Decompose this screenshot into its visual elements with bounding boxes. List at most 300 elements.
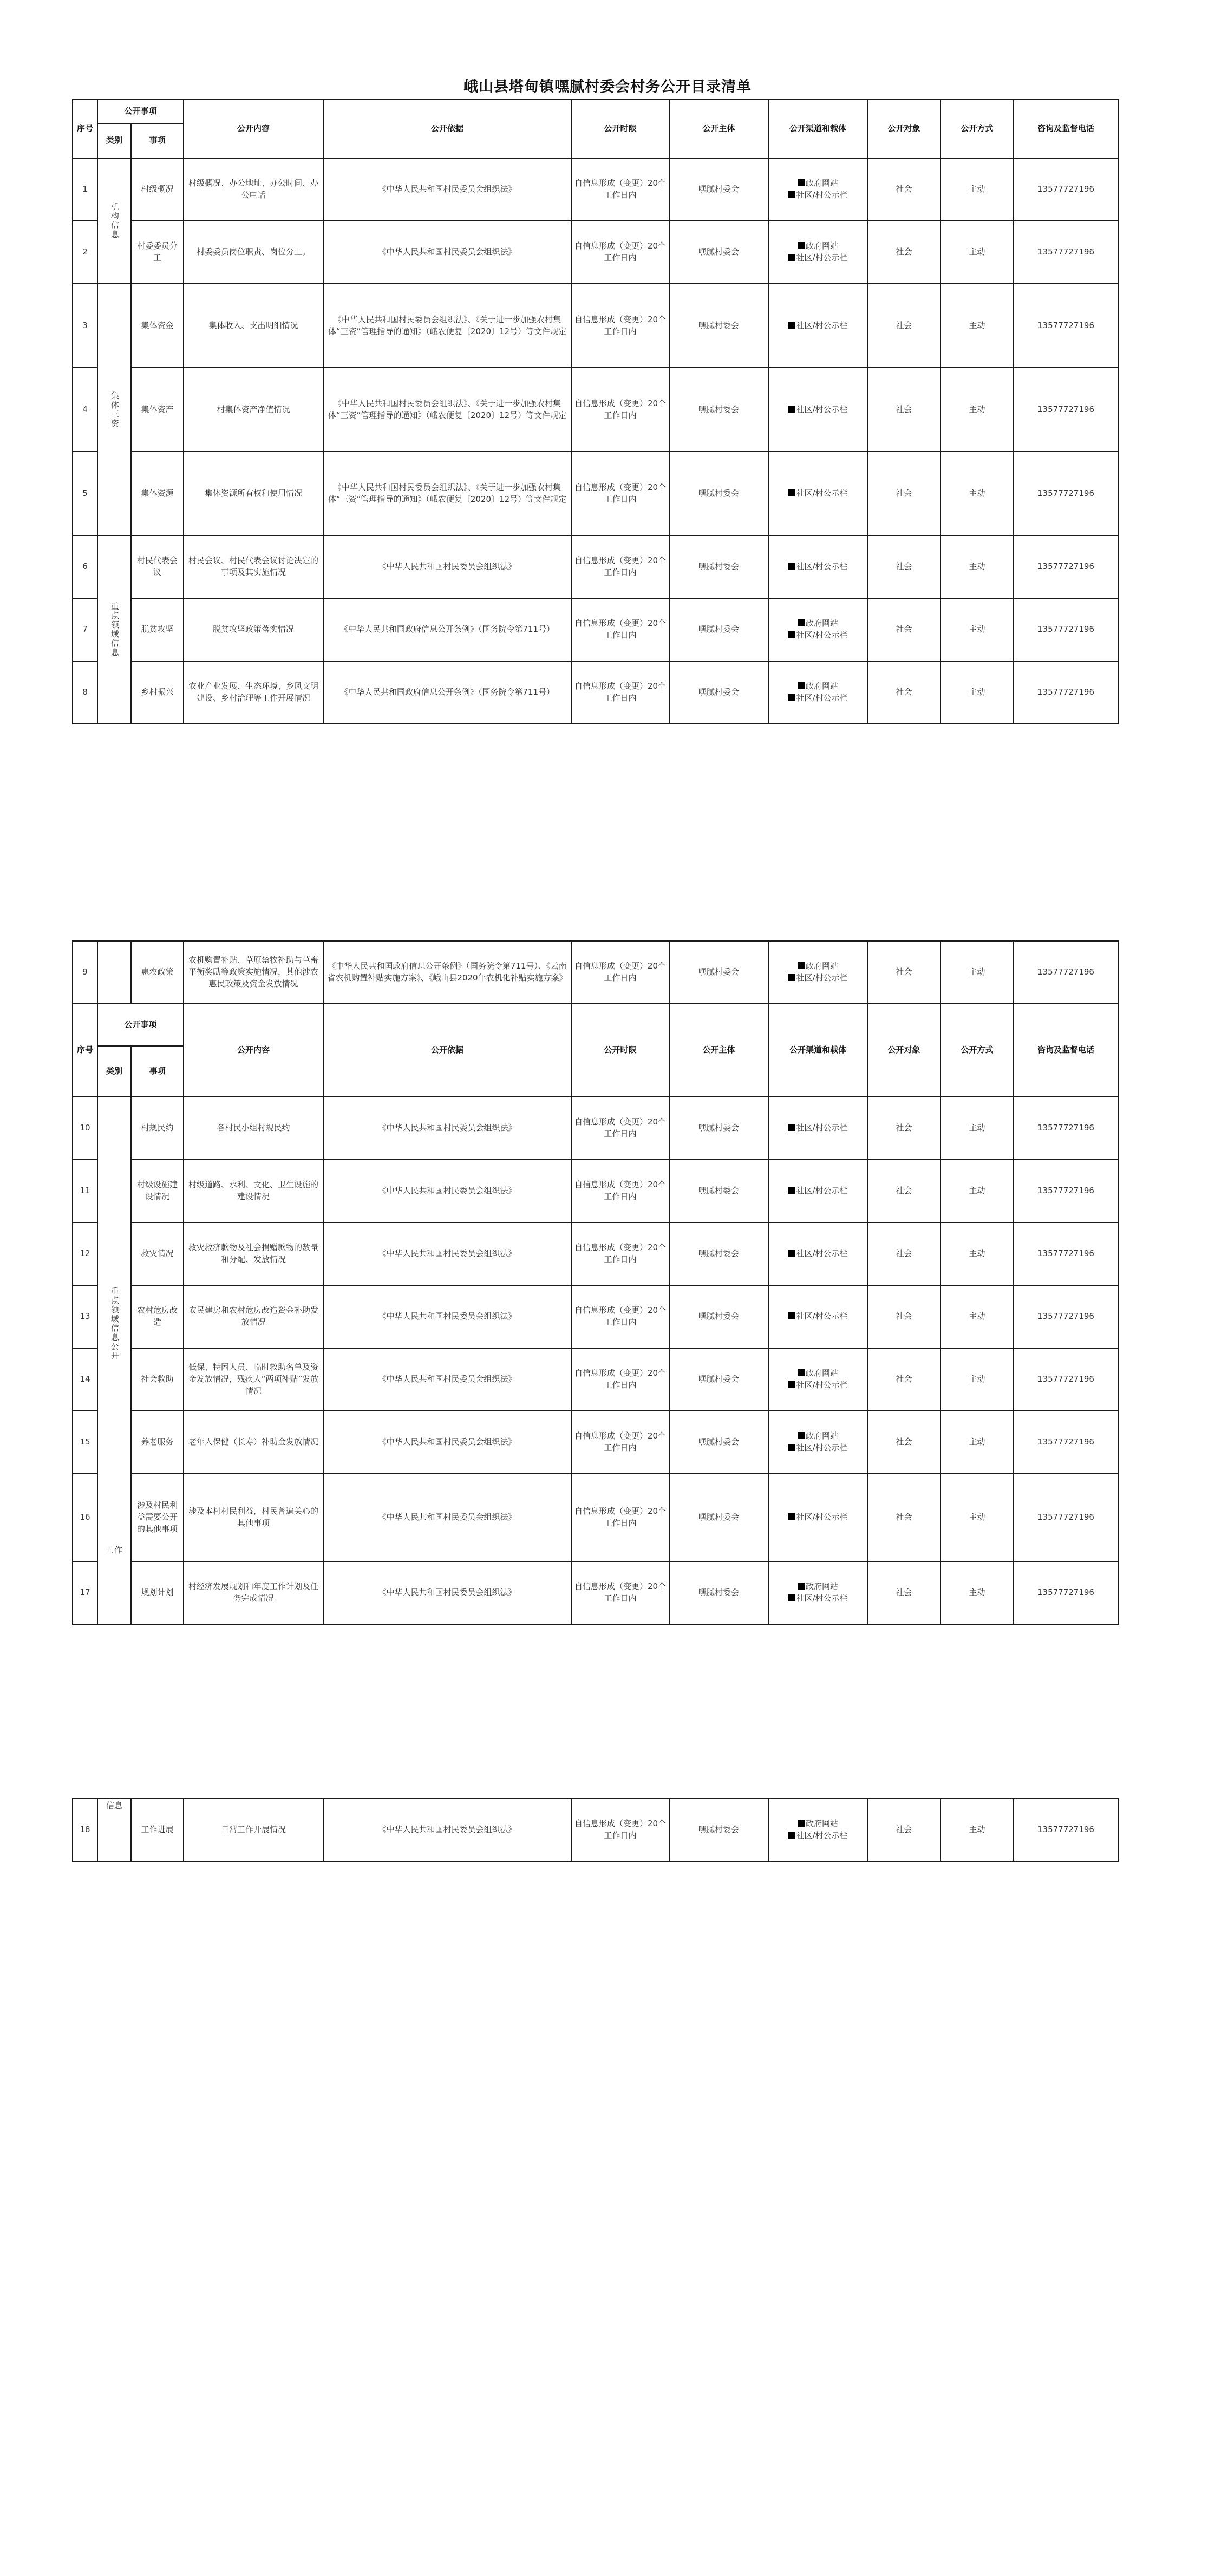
target-cell: 社会 bbox=[867, 535, 940, 598]
row-number: 14 bbox=[73, 1348, 97, 1411]
basis-cell: 《中华人民共和国村民委员会组织法》 bbox=[323, 1411, 571, 1474]
basis-cell: 《中华人民共和国村民委员会组织法》 bbox=[323, 1285, 571, 1348]
checkbox-marker-icon bbox=[788, 406, 795, 413]
subject-cell: 嘿腻村委会 bbox=[669, 1348, 768, 1411]
time-cell: 自信息形成（变更）20个工作日内 bbox=[571, 452, 669, 535]
checkbox-marker-icon bbox=[788, 254, 795, 261]
phone-cell: 13577727196 bbox=[1014, 535, 1118, 598]
phone-cell: 13577727196 bbox=[1014, 1411, 1118, 1474]
item-cell: 农村危房改造 bbox=[131, 1285, 184, 1348]
table-row bbox=[73, 1285, 1118, 1348]
phone-cell: 13577727196 bbox=[1014, 1222, 1118, 1285]
channel-label: 政府网站 bbox=[805, 1581, 838, 1592]
item-cell: 乡村振兴 bbox=[131, 661, 184, 724]
item-cell: 规划计划 bbox=[131, 1561, 184, 1624]
content-cell: 村委委员岗位职责、岗位分工。 bbox=[184, 221, 323, 284]
channel-entry bbox=[771, 1122, 865, 1134]
subject-cell: 嘿腻村委会 bbox=[669, 1285, 768, 1348]
table-section-1 bbox=[72, 99, 1119, 724]
channel-cell bbox=[768, 1285, 867, 1348]
item-cell: 村委委员分工 bbox=[131, 221, 184, 284]
subject-cell: 嘿腻村委会 bbox=[669, 284, 768, 368]
method-cell: 主动 bbox=[940, 1799, 1014, 1861]
channel-cell bbox=[768, 1561, 867, 1624]
target-cell: 社会 bbox=[867, 1348, 940, 1411]
subject-cell: 嘿腻村委会 bbox=[669, 535, 768, 598]
header-content: 公开内容 bbox=[184, 100, 323, 158]
checkbox-marker-icon bbox=[788, 563, 795, 570]
table-row bbox=[73, 1160, 1118, 1222]
basis-cell: 《中华人民共和国村民委员会组织法》 bbox=[323, 1160, 571, 1222]
checkbox-marker-icon bbox=[798, 179, 805, 186]
table-row bbox=[73, 284, 1118, 368]
channel-label: 政府网站 bbox=[805, 1368, 838, 1378]
target-cell: 社会 bbox=[867, 221, 940, 284]
checkbox-marker-icon bbox=[788, 489, 795, 496]
item-cell: 集体资金 bbox=[131, 284, 184, 368]
time-cell: 自信息形成（变更）20个工作日内 bbox=[571, 284, 669, 368]
channel-label: 政府网站 bbox=[806, 241, 839, 251]
channel-label: 社区/村公示栏 bbox=[796, 561, 848, 572]
basis-cell: 《中华人民共和国政府信息公开条例》（国务院令第711号） bbox=[323, 598, 571, 661]
method-cell: 主动 bbox=[940, 452, 1014, 535]
content-cell: 村民会议、村民代表会议讨论决定的事项及其实施情况 bbox=[184, 535, 323, 598]
phone-cell: 13577727196 bbox=[1014, 368, 1118, 452]
header-category: 类别 bbox=[97, 1046, 131, 1097]
row-number: 10 bbox=[73, 1097, 97, 1160]
channel-entry bbox=[771, 1581, 865, 1593]
channel-entry bbox=[771, 404, 865, 416]
phone-cell: 13577727196 bbox=[1014, 941, 1118, 1004]
time-cell: 自信息形成（变更）20个工作日内 bbox=[571, 1285, 669, 1348]
channel-label: 政府网站 bbox=[806, 681, 839, 691]
header-category: 类别 bbox=[97, 123, 131, 158]
header-item: 事项 bbox=[131, 123, 184, 158]
checkbox-marker-icon bbox=[798, 682, 805, 689]
method-cell: 主动 bbox=[940, 1222, 1014, 1285]
header-group: 公开事项 bbox=[97, 1004, 184, 1046]
row-number: 2 bbox=[73, 221, 97, 284]
item-cell: 脱贫攻坚 bbox=[131, 598, 184, 661]
target-cell: 社会 bbox=[867, 158, 940, 221]
content-cell: 村集体资产净值情况 bbox=[184, 368, 323, 452]
phone-cell: 13577727196 bbox=[1014, 661, 1118, 724]
table-row bbox=[73, 1411, 1118, 1474]
channel-entry bbox=[771, 1248, 865, 1260]
channel-entry bbox=[771, 1379, 865, 1391]
table-row bbox=[73, 1222, 1118, 1285]
table-row bbox=[73, 1474, 1118, 1561]
channel-label: 社区/村公示栏 bbox=[796, 630, 848, 640]
basis-cell: 《中华人民共和国村民委员会组织法》 bbox=[323, 1474, 571, 1561]
row-number: 4 bbox=[73, 368, 97, 452]
content-cell: 村级道路、水利、文化、卫生设施的建设情况 bbox=[184, 1160, 323, 1222]
basis-cell: 《中华人民共和国村民委员会组织法》 bbox=[323, 1561, 571, 1624]
checkbox-marker-icon bbox=[788, 1513, 795, 1520]
channel-label: 政府网站 bbox=[805, 961, 838, 971]
time-cell: 自信息形成（变更）20个工作日内 bbox=[571, 158, 669, 221]
method-cell: 主动 bbox=[940, 1561, 1014, 1624]
checkbox-marker-icon bbox=[788, 1381, 795, 1388]
channel-entry bbox=[771, 1185, 865, 1197]
category-cell: 重点领域信息 bbox=[97, 535, 131, 724]
category-cell: 集体三资 bbox=[97, 284, 131, 535]
channel-cell bbox=[768, 158, 867, 221]
time-cell: 自信息形成（变更）20个工作日内 bbox=[571, 1411, 669, 1474]
header-basis: 公开依据 bbox=[323, 1004, 571, 1097]
basis-cell: 《中华人民共和国政府信息公开条例》（国务院令第711号）、《云南省农机购置补贴实施方案》、《峨山县2020年农机化补贴实施方案》 bbox=[323, 941, 571, 1004]
subject-cell: 嘿腻村委会 bbox=[669, 452, 768, 535]
subject-cell: 嘿腻村委会 bbox=[669, 1561, 768, 1624]
channel-entry bbox=[771, 178, 865, 189]
method-cell: 主动 bbox=[940, 1285, 1014, 1348]
checkbox-marker-icon bbox=[788, 631, 795, 638]
channel-label: 政府网站 bbox=[806, 618, 839, 629]
checkbox-marker-icon bbox=[798, 1820, 805, 1827]
content-cell: 村经济发展规划和年度工作计划及任务完成情况 bbox=[184, 1561, 323, 1624]
phone-cell: 13577727196 bbox=[1014, 1799, 1118, 1861]
phone-cell: 13577727196 bbox=[1014, 1097, 1118, 1160]
header-channel: 公开渠道和载体 bbox=[768, 100, 867, 158]
target-cell: 社会 bbox=[867, 1561, 940, 1624]
row-number: 7 bbox=[73, 598, 97, 661]
channel-entry bbox=[771, 1593, 865, 1605]
basis-cell: 《中华人民共和国村民委员会组织法》、《关于进一步加强农村集体“三资”管理指导的通知》（峨农便复〔2020〕12号）等文件规定 bbox=[323, 284, 571, 368]
method-cell: 主动 bbox=[940, 1411, 1014, 1474]
time-cell: 自信息形成（变更）20个工作日内 bbox=[571, 1097, 669, 1160]
category-label: 信息 bbox=[106, 1801, 122, 1810]
channel-cell bbox=[768, 368, 867, 452]
channel-label: 社区/村公示栏 bbox=[796, 404, 848, 414]
subject-cell: 嘿腻村委会 bbox=[669, 941, 768, 1004]
header-target: 公开对象 bbox=[867, 1004, 940, 1097]
content-cell: 各村民小组村规民约 bbox=[184, 1097, 323, 1160]
channel-cell bbox=[768, 1097, 867, 1160]
item-cell: 村规民约 bbox=[131, 1097, 184, 1160]
header-method: 公开方式 bbox=[940, 100, 1014, 158]
table-row bbox=[73, 598, 1118, 661]
subject-cell: 嘿腻村委会 bbox=[669, 368, 768, 452]
time-cell: 自信息形成（变更）20个工作日内 bbox=[571, 1222, 669, 1285]
item-cell: 集体资源 bbox=[131, 452, 184, 535]
subject-cell: 嘿腻村委会 bbox=[669, 1160, 768, 1222]
channel-label: 政府网站 bbox=[806, 178, 839, 188]
phone-cell: 13577727196 bbox=[1014, 284, 1118, 368]
channel-label: 政府网站 bbox=[805, 1431, 838, 1441]
header-time: 公开时限 bbox=[571, 100, 669, 158]
channel-cell bbox=[768, 1348, 867, 1411]
phone-cell: 13577727196 bbox=[1014, 1561, 1118, 1624]
row-number: 11 bbox=[73, 1160, 97, 1222]
channel-cell bbox=[768, 452, 867, 535]
row-number: 15 bbox=[73, 1411, 97, 1474]
table-row bbox=[73, 941, 1118, 1004]
header-seq: 序号 bbox=[73, 100, 97, 158]
time-cell: 自信息形成（变更）20个工作日内 bbox=[571, 535, 669, 598]
channel-entry bbox=[771, 189, 865, 201]
item-cell: 集体资产 bbox=[131, 368, 184, 452]
checkbox-marker-icon bbox=[788, 1187, 795, 1194]
header-channel: 公开渠道和载体 bbox=[768, 1004, 867, 1097]
time-cell: 自信息形成（变更）20个工作日内 bbox=[571, 1474, 669, 1561]
method-cell: 主动 bbox=[940, 158, 1014, 221]
channel-entry bbox=[771, 320, 865, 332]
target-cell: 社会 bbox=[867, 1160, 940, 1222]
target-cell: 社会 bbox=[867, 941, 940, 1004]
target-cell: 社会 bbox=[867, 661, 940, 724]
channel-entry bbox=[771, 1368, 865, 1379]
content-cell: 村级概况、办公地址、办公时间、办公电话 bbox=[184, 158, 323, 221]
subject-cell: 嘿腻村委会 bbox=[669, 1474, 768, 1561]
content-cell: 涉及本村村民利益，村民普遍关心的其他事项 bbox=[184, 1474, 323, 1561]
channel-label: 社区/村公示栏 bbox=[796, 253, 848, 263]
basis-cell: 《中华人民共和国村民委员会组织法》、《关于进一步加强农村集体“三资”管理指导的通知》（峨农便复〔2020〕12号）等文件规定 bbox=[323, 368, 571, 452]
content-cell: 老年人保健（长寿）补助金发放情况 bbox=[184, 1411, 323, 1474]
category-label: 重点领域信息公开 bbox=[109, 1287, 120, 1361]
method-cell: 主动 bbox=[940, 535, 1014, 598]
channel-entry bbox=[771, 561, 865, 573]
checkbox-marker-icon bbox=[798, 619, 805, 626]
table-row bbox=[73, 158, 1118, 221]
subject-cell: 嘿腻村委会 bbox=[669, 221, 768, 284]
header-seq: 序号 bbox=[73, 1004, 97, 1097]
checkbox-marker-icon bbox=[798, 242, 805, 249]
table-row bbox=[73, 452, 1118, 535]
header-subject: 公开主体 bbox=[669, 100, 768, 158]
checkbox-marker-icon bbox=[798, 1432, 805, 1439]
basis-cell: 《中华人民共和国村民委员会组织法》 bbox=[323, 158, 571, 221]
phone-cell: 13577727196 bbox=[1014, 1160, 1118, 1222]
basis-cell: 《中华人民共和国村民委员会组织法》 bbox=[323, 1097, 571, 1160]
header-row bbox=[73, 100, 1118, 123]
table-section-3 bbox=[72, 1798, 1119, 1862]
time-cell: 自信息形成（变更）20个工作日内 bbox=[571, 1799, 669, 1861]
channel-label: 社区/村公示栏 bbox=[796, 1311, 848, 1322]
channel-cell bbox=[768, 1411, 867, 1474]
item-cell: 社会救助 bbox=[131, 1348, 184, 1411]
header-basis: 公开依据 bbox=[323, 100, 571, 158]
phone-cell: 13577727196 bbox=[1014, 452, 1118, 535]
channel-entry bbox=[771, 1442, 865, 1454]
subject-cell: 嘿腻村委会 bbox=[669, 158, 768, 221]
header-content: 公开内容 bbox=[184, 1004, 323, 1097]
checkbox-marker-icon bbox=[788, 694, 795, 701]
table-section-2 bbox=[72, 940, 1119, 1625]
basis-cell: 《中华人民共和国村民委员会组织法》 bbox=[323, 1222, 571, 1285]
checkbox-marker-icon bbox=[798, 1369, 805, 1376]
checkbox-marker-icon bbox=[788, 1124, 795, 1131]
method-cell: 主动 bbox=[940, 368, 1014, 452]
time-cell: 自信息形成（变更）20个工作日内 bbox=[571, 661, 669, 724]
category-cell bbox=[97, 941, 131, 1004]
channel-label: 社区/村公示栏 bbox=[796, 693, 848, 703]
table-row bbox=[73, 1561, 1118, 1624]
channel-cell bbox=[768, 1222, 867, 1285]
channel-label: 社区/村公示栏 bbox=[796, 190, 848, 200]
content-cell: 脱贫攻坚政策落实情况 bbox=[184, 598, 323, 661]
item-cell: 惠农政策 bbox=[131, 941, 184, 1004]
channel-cell bbox=[768, 284, 867, 368]
method-cell: 主动 bbox=[940, 221, 1014, 284]
target-cell: 社会 bbox=[867, 1411, 940, 1474]
time-cell: 自信息形成（变更）20个工作日内 bbox=[571, 1160, 669, 1222]
time-cell: 自信息形成（变更）20个工作日内 bbox=[571, 1348, 669, 1411]
content-cell: 低保、特困人员、临时救助名单及资金发放情况，残疾人“两项补贴”发放情况 bbox=[184, 1348, 323, 1411]
channel-label: 社区/村公示栏 bbox=[796, 973, 848, 983]
channel-label: 社区/村公示栏 bbox=[796, 320, 848, 330]
content-cell: 农民建房和农村危房改造资金补助发放情况 bbox=[184, 1285, 323, 1348]
item-cell: 村级概况 bbox=[131, 158, 184, 221]
table-row bbox=[73, 1348, 1118, 1411]
channel-label: 社区/村公示栏 bbox=[796, 1123, 848, 1133]
channel-cell bbox=[768, 1799, 867, 1861]
basis-cell: 《中华人民共和国村民委员会组织法》、《关于进一步加强农村集体“三资”管理指导的通知》（峨农便复〔2020〕12号）等文件规定 bbox=[323, 452, 571, 535]
phone-cell: 13577727196 bbox=[1014, 1348, 1118, 1411]
item-cell: 村民代表会议 bbox=[131, 535, 184, 598]
phone-cell: 13577727196 bbox=[1014, 598, 1118, 661]
target-cell: 社会 bbox=[867, 1285, 940, 1348]
basis-cell: 《中华人民共和国村民委员会组织法》 bbox=[323, 1799, 571, 1861]
channel-label: 社区/村公示栏 bbox=[796, 1186, 848, 1196]
channel-label: 社区/村公示栏 bbox=[796, 1380, 848, 1390]
method-cell: 主动 bbox=[940, 661, 1014, 724]
checkbox-marker-icon bbox=[788, 1594, 795, 1601]
phone-cell: 13577727196 bbox=[1014, 221, 1118, 284]
target-cell: 社会 bbox=[867, 1097, 940, 1160]
table-row bbox=[73, 1097, 1118, 1160]
table-row bbox=[73, 368, 1118, 452]
row-number: 17 bbox=[73, 1561, 97, 1624]
checkbox-marker-icon bbox=[788, 322, 795, 329]
row-number: 3 bbox=[73, 284, 97, 368]
item-cell: 养老服务 bbox=[131, 1411, 184, 1474]
row-number: 18 bbox=[73, 1799, 97, 1861]
time-cell: 自信息形成（变更）20个工作日内 bbox=[571, 368, 669, 452]
checkbox-marker-icon bbox=[798, 962, 805, 969]
time-cell: 自信息形成（变更）20个工作日内 bbox=[571, 221, 669, 284]
basis-cell: 《中华人民共和国政府信息公开条例》（国务院令第711号） bbox=[323, 661, 571, 724]
row-number: 16 bbox=[73, 1474, 97, 1561]
header-method: 公开方式 bbox=[940, 1004, 1014, 1097]
channel-label: 社区/村公示栏 bbox=[796, 1830, 848, 1840]
basis-cell: 《中华人民共和国村民委员会组织法》 bbox=[323, 1348, 571, 1411]
content-cell: 集体资源所有权和使用情况 bbox=[184, 452, 323, 535]
header-contact: 咨询及监督电话 bbox=[1014, 1004, 1118, 1097]
target-cell: 社会 bbox=[867, 1222, 940, 1285]
content-cell: 农机购置补贴、草原禁牧补助与草畜平衡奖励等政策实施情况，其他涉农惠民政策及资金发放情况 bbox=[184, 941, 323, 1004]
channel-cell bbox=[768, 221, 867, 284]
target-cell: 社会 bbox=[867, 1799, 940, 1861]
category-cell bbox=[97, 1799, 131, 1861]
channel-label: 社区/村公示栏 bbox=[796, 1443, 848, 1453]
channel-entry bbox=[771, 1430, 865, 1442]
channel-cell bbox=[768, 941, 867, 1004]
content-cell: 救灾救济款物及社会捐赠款物的数量和分配、发放情况 bbox=[184, 1222, 323, 1285]
item-cell: 救灾情况 bbox=[131, 1222, 184, 1285]
content-cell: 农业产业发展、生态环境、乡风文明建设、乡村治理等工作开展情况 bbox=[184, 661, 323, 724]
checkbox-marker-icon bbox=[788, 191, 795, 198]
table-row bbox=[73, 535, 1118, 598]
channel-cell bbox=[768, 661, 867, 724]
method-cell: 主动 bbox=[940, 941, 1014, 1004]
channel-entry bbox=[771, 240, 865, 252]
subject-cell: 嘿腻村委会 bbox=[669, 1799, 768, 1861]
subject-cell: 嘿腻村委会 bbox=[669, 1097, 768, 1160]
method-cell: 主动 bbox=[940, 1160, 1014, 1222]
checkbox-marker-icon bbox=[788, 1444, 795, 1451]
method-cell: 主动 bbox=[940, 284, 1014, 368]
row-number: 12 bbox=[73, 1222, 97, 1285]
channel-entry bbox=[771, 1512, 865, 1524]
channel-entry bbox=[771, 681, 865, 692]
channel-label: 社区/村公示栏 bbox=[796, 1248, 848, 1259]
content-cell: 日常工作开展情况 bbox=[184, 1799, 323, 1861]
header-item: 事项 bbox=[131, 1046, 184, 1097]
channel-entry bbox=[771, 972, 865, 984]
checkbox-marker-icon bbox=[798, 1583, 805, 1590]
channel-entry bbox=[771, 618, 865, 630]
checkbox-marker-icon bbox=[788, 1312, 795, 1319]
checkbox-marker-icon bbox=[788, 1250, 795, 1257]
row-number: 9 bbox=[73, 941, 97, 1004]
channel-entry bbox=[771, 1818, 865, 1830]
header-time: 公开时限 bbox=[571, 1004, 669, 1097]
channel-cell bbox=[768, 1474, 867, 1561]
time-cell: 自信息形成（变更）20个工作日内 bbox=[571, 941, 669, 1004]
channel-entry bbox=[771, 692, 865, 704]
method-cell: 主动 bbox=[940, 1474, 1014, 1561]
category-label: 工作 bbox=[104, 1545, 123, 1555]
row-number: 6 bbox=[73, 535, 97, 598]
target-cell: 社会 bbox=[867, 368, 940, 452]
target-cell: 社会 bbox=[867, 452, 940, 535]
channel-entry bbox=[771, 960, 865, 972]
header-target: 公开对象 bbox=[867, 100, 940, 158]
header-contact: 咨询及监督电话 bbox=[1014, 100, 1118, 158]
time-cell: 自信息形成（变更）20个工作日内 bbox=[571, 1561, 669, 1624]
channel-cell bbox=[768, 535, 867, 598]
header-subject: 公开主体 bbox=[669, 1004, 768, 1097]
phone-cell: 13577727196 bbox=[1014, 1474, 1118, 1561]
subject-cell: 嘿腻村委会 bbox=[669, 1411, 768, 1474]
subject-cell: 嘿腻村委会 bbox=[669, 598, 768, 661]
method-cell: 主动 bbox=[940, 598, 1014, 661]
channel-label: 社区/村公示栏 bbox=[796, 488, 848, 498]
channel-entry bbox=[771, 1311, 865, 1323]
phone-cell: 13577727196 bbox=[1014, 158, 1118, 221]
item-cell: 村级设施建设情况 bbox=[131, 1160, 184, 1222]
row-number: 8 bbox=[73, 661, 97, 724]
table-row bbox=[73, 1799, 1118, 1861]
item-cell: 涉及村民利益需要公开的其他事项 bbox=[131, 1474, 184, 1561]
channel-label: 政府网站 bbox=[805, 1819, 838, 1829]
channel-cell bbox=[768, 598, 867, 661]
channel-entry bbox=[771, 1830, 865, 1842]
row-number: 5 bbox=[73, 452, 97, 535]
channel-entry bbox=[771, 252, 865, 264]
subject-cell: 嘿腻村委会 bbox=[669, 661, 768, 724]
category-cell: 机构信息 bbox=[97, 158, 131, 284]
method-cell: 主动 bbox=[940, 1348, 1014, 1411]
target-cell: 社会 bbox=[867, 598, 940, 661]
content-cell: 集体收入、支出明细情况 bbox=[184, 284, 323, 368]
checkbox-marker-icon bbox=[788, 1832, 795, 1839]
row-number: 13 bbox=[73, 1285, 97, 1348]
checkbox-marker-icon bbox=[788, 974, 795, 981]
target-cell: 社会 bbox=[867, 284, 940, 368]
row-number: 1 bbox=[73, 158, 97, 221]
time-cell: 自信息形成（变更）20个工作日内 bbox=[571, 598, 669, 661]
